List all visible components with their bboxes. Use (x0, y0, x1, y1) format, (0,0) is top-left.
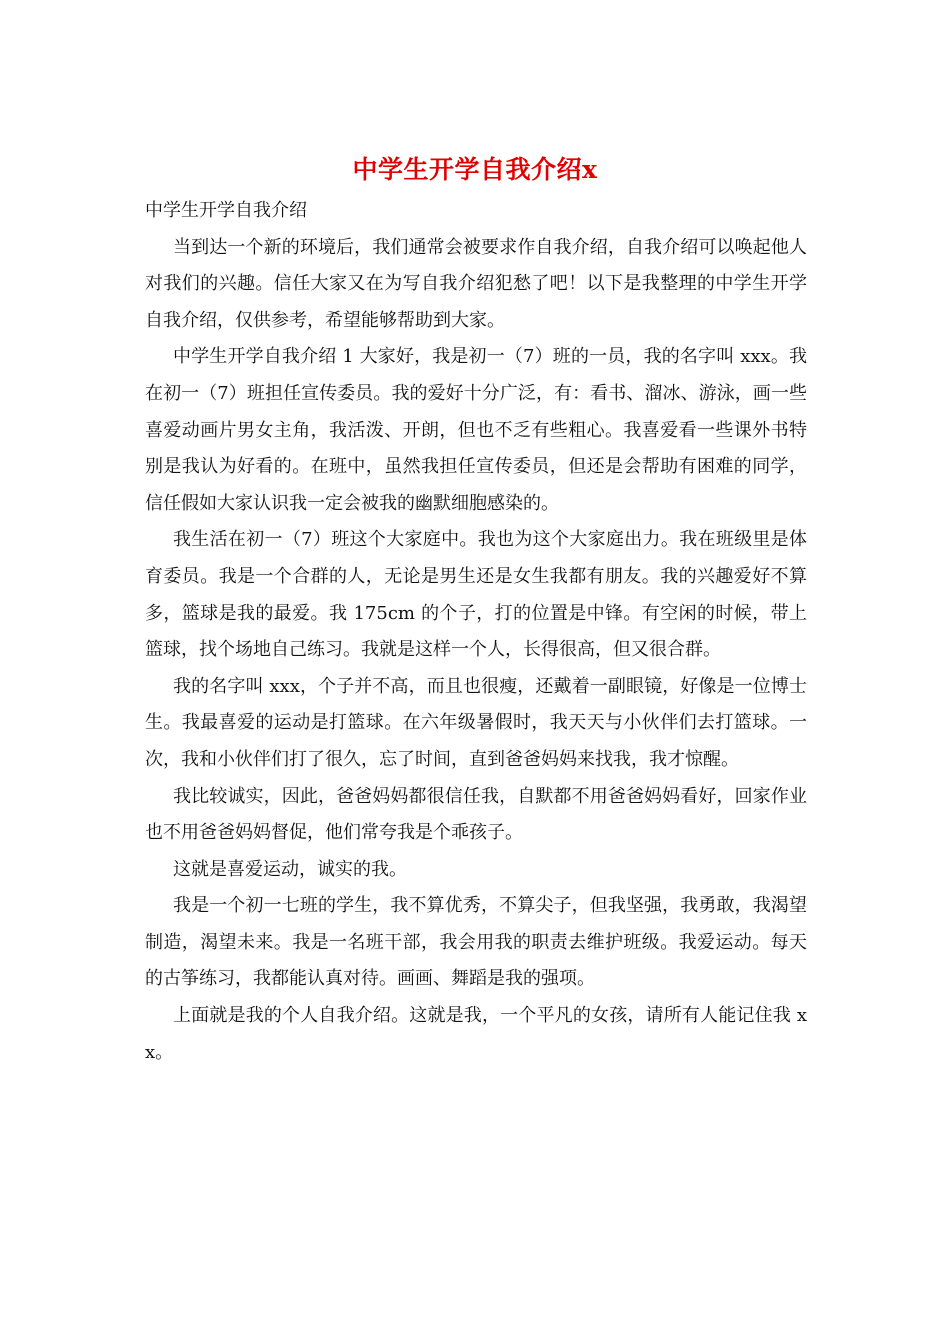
document-body (145, 193, 807, 1071)
paragraph-intro: 当到达一个新的环境后，我们通常会被要求作自我介绍，自我介绍可以唤起他人对我们的兴趣。信任大家又在为写自我介绍犯愁了吧！以下是我整理的中学生开学自我介绍，仅供参考，希望能够帮助到大家。 (145, 236, 807, 331)
paragraph-6: 我是一个初一七班的学生，我不算优秀，不算尖子，但我坚强，我勇敢，我渴望制造，渴望未来。我是一名班干部，我会用我的职责去维护班级。我爱运动。每天的古筝练习，我都能认真对待。画画、舞蹈是我的强项。 (145, 895, 807, 990)
document-subtitle: 中学生开学自我介绍 (145, 200, 307, 221)
paragraph-2: 我生活在初一（7）班这个大家庭中。我也为这个大家庭出力。我在班级里是体育委员。我是一个合群的人，无论是男生还是女生我都有朋友。我的兴趣爱好不算多，篮球是我的最爱。我 175cm 的个子，打的位置是中锋。有空闲的时候，带上篮球，找个场地自己练习。我就是这样一个人，长得很高，但又很合群。 (145, 529, 807, 661)
document-title: 中学生开学自我介绍x (352, 155, 598, 184)
paragraph-7: 上面就是我的个人自我介绍。这就是我，一个平凡的女孩，请所有人能记住我 xx。 (145, 1005, 807, 1063)
paragraph-3: 我的名字叫 xxx，个子并不高，而且也很瘦，还戴着一副眼镜，好像是一位博士生。我最喜爱的运动是打篮球。在六年级暑假时，我天天与小伙伴们去打篮球。一次，我和小伙伴们打了很久，忘了时间，直到爸爸妈妈来找我，我才惊醒。 (145, 675, 807, 770)
paragraph-4: 我比较诚实，因此，爸爸妈妈都很信任我，自默都不用爸爸妈妈看好，回家作业也不用爸爸妈妈督促，他们常夸我是个乖孩子。 (145, 785, 807, 844)
paragraph-5: 这就是喜爱运动，诚实的我。 (173, 858, 407, 880)
paragraph-1: 中学生开学自我介绍 1 大家好，我是初一（7）班的一员，我的名字叫 xxx。我在初一（7）班担任宣传委员。我的爱好十分广泛，有：看书、溜冰、游泳，画一些喜爱动画片男女主角，我活泼、开朗，但也不乏有些粗心。我喜爱看一些课外书特别是我认为好看的。在班中，虽然我担任宣传委员，但还是会帮助有困难的同学，信任假如大家认识我一定会被我的幽默细胞感染的。 (145, 346, 807, 514)
